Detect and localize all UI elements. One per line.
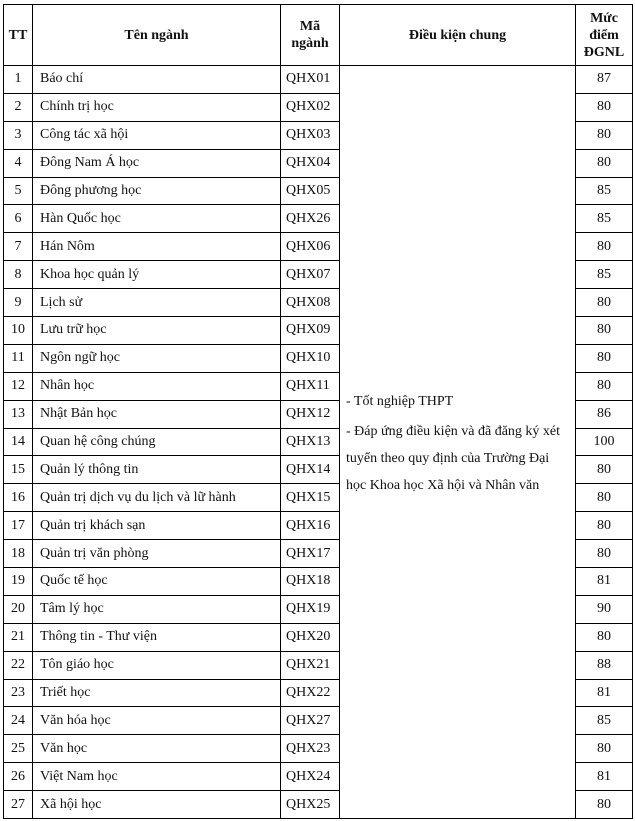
major-name: Quan hệ công chúng — [33, 428, 281, 456]
score-value: 80 — [576, 735, 633, 763]
score-value: 100 — [576, 428, 633, 456]
score-value: 87 — [576, 66, 633, 94]
major-code: QHX12 — [281, 400, 340, 428]
score-value: 80 — [576, 623, 633, 651]
row-number: 3 — [4, 121, 33, 149]
header-code-line2: ngành — [291, 36, 329, 51]
row-number: 27 — [4, 791, 33, 819]
major-code: QHX10 — [281, 344, 340, 372]
major-code: QHX22 — [281, 679, 340, 707]
major-code: QHX02 — [281, 93, 340, 121]
header-tt: TT — [4, 5, 33, 66]
score-value: 85 — [576, 707, 633, 735]
general-condition-cell — [340, 66, 576, 819]
major-code: QHX04 — [281, 149, 340, 177]
major-code: QHX24 — [281, 763, 340, 791]
score-value: 80 — [576, 149, 633, 177]
header-code-line1: Mã — [299, 19, 321, 34]
row-number: 10 — [4, 317, 33, 345]
score-value: 88 — [576, 651, 633, 679]
major-code: QHX18 — [281, 568, 340, 596]
major-name: Quốc tế học — [33, 568, 281, 596]
major-code: QHX23 — [281, 735, 340, 763]
score-value: 80 — [576, 233, 633, 261]
table-row — [4, 66, 633, 94]
row-number: 5 — [4, 177, 33, 205]
row-number: 15 — [4, 456, 33, 484]
row-number: 6 — [4, 205, 33, 233]
major-name: Tâm lý học — [33, 595, 281, 623]
major-code: QHX26 — [281, 205, 340, 233]
row-number: 22 — [4, 651, 33, 679]
row-number: 20 — [4, 595, 33, 623]
row-number: 25 — [4, 735, 33, 763]
score-value: 81 — [576, 763, 633, 791]
score-value: 85 — [576, 205, 633, 233]
major-name: Công tác xã hội — [33, 121, 281, 149]
major-name: Văn hóa học — [33, 707, 281, 735]
score-value: 85 — [576, 261, 633, 289]
major-name: Văn học — [33, 735, 281, 763]
row-number: 21 — [4, 623, 33, 651]
row-number: 12 — [4, 372, 33, 400]
header-score-line3: ĐGNL — [583, 44, 625, 60]
major-name: Lưu trữ học — [33, 317, 281, 345]
score-value: 80 — [576, 93, 633, 121]
major-name: Hán Nôm — [33, 233, 281, 261]
score-value: 80 — [576, 791, 633, 819]
major-code: QHX11 — [281, 372, 340, 400]
header-code — [281, 5, 340, 66]
major-name: Quản lý thông tin — [33, 456, 281, 484]
major-name: Xã hội học — [33, 791, 281, 819]
score-value: 80 — [576, 372, 633, 400]
score-value: 85 — [576, 177, 633, 205]
major-name: Thông tin - Thư viện — [33, 623, 281, 651]
major-name: Ngôn ngữ học — [33, 344, 281, 372]
major-code: QHX06 — [281, 233, 340, 261]
major-code: QHX07 — [281, 261, 340, 289]
major-code: QHX27 — [281, 707, 340, 735]
header-row — [4, 5, 633, 66]
score-value: 81 — [576, 568, 633, 596]
row-number: 14 — [4, 428, 33, 456]
major-code: QHX08 — [281, 289, 340, 317]
row-number: 23 — [4, 679, 33, 707]
major-name: Quản trị dịch vụ du lịch và lữ hành — [33, 484, 281, 512]
major-name: Nhân học — [33, 372, 281, 400]
major-code: QHX03 — [281, 121, 340, 149]
row-number: 24 — [4, 707, 33, 735]
row-number: 13 — [4, 400, 33, 428]
row-number: 4 — [4, 149, 33, 177]
table-body — [4, 66, 633, 819]
major-code: QHX15 — [281, 484, 340, 512]
major-name: Quản trị văn phòng — [33, 540, 281, 568]
major-code: QHX01 — [281, 66, 340, 94]
score-value: 80 — [576, 456, 633, 484]
major-name: Triết học — [33, 679, 281, 707]
score-value: 80 — [576, 289, 633, 317]
header-score-line1: Mức — [590, 10, 618, 26]
score-value: 80 — [576, 344, 633, 372]
row-number: 7 — [4, 233, 33, 261]
major-name: Hàn Quốc học — [33, 205, 281, 233]
row-number: 16 — [4, 484, 33, 512]
major-name: Đông phương học — [33, 177, 281, 205]
score-value: 90 — [576, 595, 633, 623]
major-name: Lịch sử — [33, 289, 281, 317]
major-code: QHX13 — [281, 428, 340, 456]
row-number: 9 — [4, 289, 33, 317]
major-code: QHX05 — [281, 177, 340, 205]
major-code: QHX17 — [281, 540, 340, 568]
major-name: Tôn giáo học — [33, 651, 281, 679]
row-number: 2 — [4, 93, 33, 121]
condition-line: - Đáp ứng điều kiện và đã đăng ký xét tuyển theo quy định của Trường Đại học Khoa học Xã hội và Nhân văn — [346, 424, 561, 494]
score-value: 80 — [576, 512, 633, 540]
condition-line: - Tốt nghiệp THPT — [346, 394, 454, 410]
header-score-line2: điểm — [589, 27, 619, 43]
score-value: 86 — [576, 400, 633, 428]
header-condition: Điều kiện chung — [340, 5, 576, 66]
major-name: Báo chí — [33, 66, 281, 94]
major-code: QHX25 — [281, 791, 340, 819]
row-number: 18 — [4, 540, 33, 568]
major-code: QHX19 — [281, 595, 340, 623]
major-name: Chính trị học — [33, 93, 281, 121]
row-number: 1 — [4, 66, 33, 94]
score-value: 80 — [576, 540, 633, 568]
major-code: QHX16 — [281, 512, 340, 540]
major-code: QHX09 — [281, 317, 340, 345]
score-value: 81 — [576, 679, 633, 707]
major-code: QHX21 — [281, 651, 340, 679]
row-number: 26 — [4, 763, 33, 791]
row-number: 19 — [4, 568, 33, 596]
score-value: 80 — [576, 317, 633, 345]
major-code: QHX14 — [281, 456, 340, 484]
score-value: 80 — [576, 121, 633, 149]
admission-score-table — [3, 4, 633, 819]
major-name: Khoa học quản lý — [33, 261, 281, 289]
header-name: Tên ngành — [33, 5, 281, 66]
score-value: 80 — [576, 484, 633, 512]
header-score — [576, 5, 633, 66]
major-name: Quản trị khách sạn — [33, 512, 281, 540]
major-name: Đông Nam Á học — [33, 149, 281, 177]
row-number: 8 — [4, 261, 33, 289]
major-name: Nhật Bản học — [33, 400, 281, 428]
row-number: 17 — [4, 512, 33, 540]
major-code: QHX20 — [281, 623, 340, 651]
row-number: 11 — [4, 344, 33, 372]
major-name: Việt Nam học — [33, 763, 281, 791]
